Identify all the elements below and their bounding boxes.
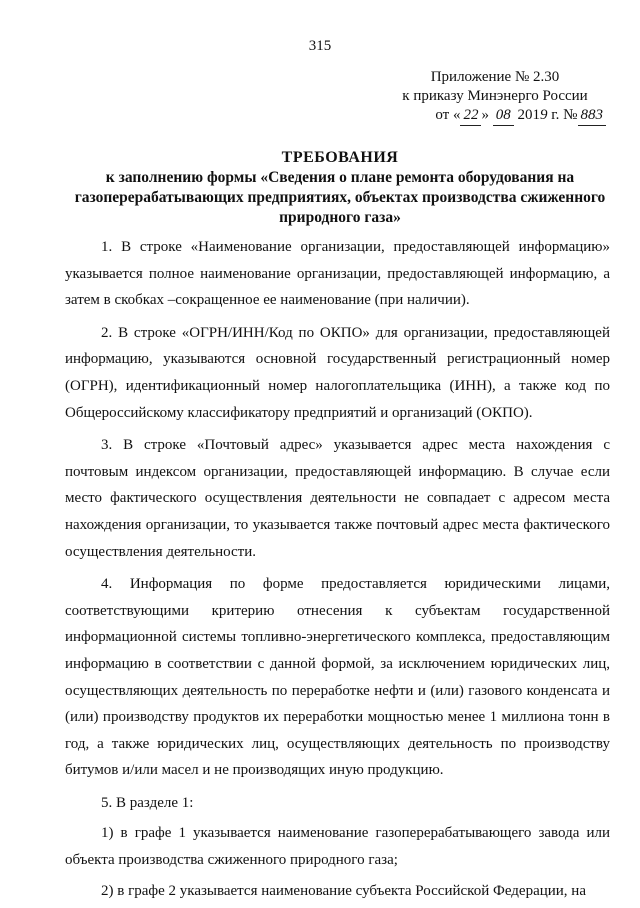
date-year-digit: 9	[539, 107, 548, 123]
appendix-order-ref: к приказу Минэнерго России	[402, 88, 588, 104]
paragraph-5-item-1: 1) в графе 1 указывается наименование газоперерабатывающего завода или объекта производства сжиженного природного газа;	[65, 825, 610, 869]
paragraph-1: 1. В строке «Наименование организации, предоставляющей информацию» указывается полное наименование организации, предоставляющей информацию, а затем в скобках –сокращенное ее наименование (при наличии).	[65, 239, 610, 309]
paragraph-5-item-2: 2) в графе 2 указывается наименование субъекта Российской Федерации, на	[101, 882, 586, 899]
document-heading	[60, 148, 620, 228]
appendix-header	[380, 68, 610, 126]
order-number-label: г. №	[551, 107, 578, 123]
document-subtitle: к заполнению формы «Сведения о плане ремонта оборудования на газоперерабатывающих предприятиях, объектах производства сжиженного природного газа»	[74, 169, 606, 226]
paragraph-4: 4. Информация по форме предоставляется юридическими лицами, соответствующими критерию отнесения к субъектам государственной информационной системы топливно-энергетического комплекса, предоставляющим информацию в соответствии с данной формой, за исключением юридических лиц, осуществляющих деятельность по переработке нефти и (или) газового конденсата и (или) производству продуктов их переработки мощностью менее 1 миллиона тонн в год, а также юридических лиц, осуществляющих деятельность по производству битумов и/или масел и не производящих иную продукцию.	[65, 576, 610, 779]
appendix-title: Приложение № 2.30	[430, 69, 560, 85]
appendix-date-line	[380, 106, 610, 126]
date-mid1: »	[481, 107, 489, 123]
date-prefix: от «	[435, 107, 461, 123]
document-body	[65, 234, 610, 908]
paragraph-5: 5. В разделе 1:	[101, 794, 194, 811]
page-number: 315	[308, 38, 332, 54]
document-title: ТРЕБОВАНИЯ	[281, 149, 399, 166]
order-number: 883	[578, 106, 607, 126]
date-day: 22	[460, 106, 481, 126]
paragraph-3: 3. В строке «Почтовый адрес» указывается адрес места нахождения с почтовым индексом организации, предоставляющей информацию. В случае если место фактического осуществления деятельности не совпадает с адресом места нахождения организации, то указывается также почтовый адрес места фактического осуществления деятельности.	[65, 437, 610, 560]
date-month: 08	[493, 106, 514, 126]
date-year-prefix: 201	[517, 107, 540, 123]
paragraph-2: 2. В строке «ОГРН/ИНН/Код по ОКПО» для организации, предоставляющей информацию, указываются основной государственный регистрационный номер (ОГРН), идентификационный номер налогоплательщика (ИНН), а также код по Общероссийскому классификатору предприятий и организаций (ОКПО).	[65, 324, 610, 421]
